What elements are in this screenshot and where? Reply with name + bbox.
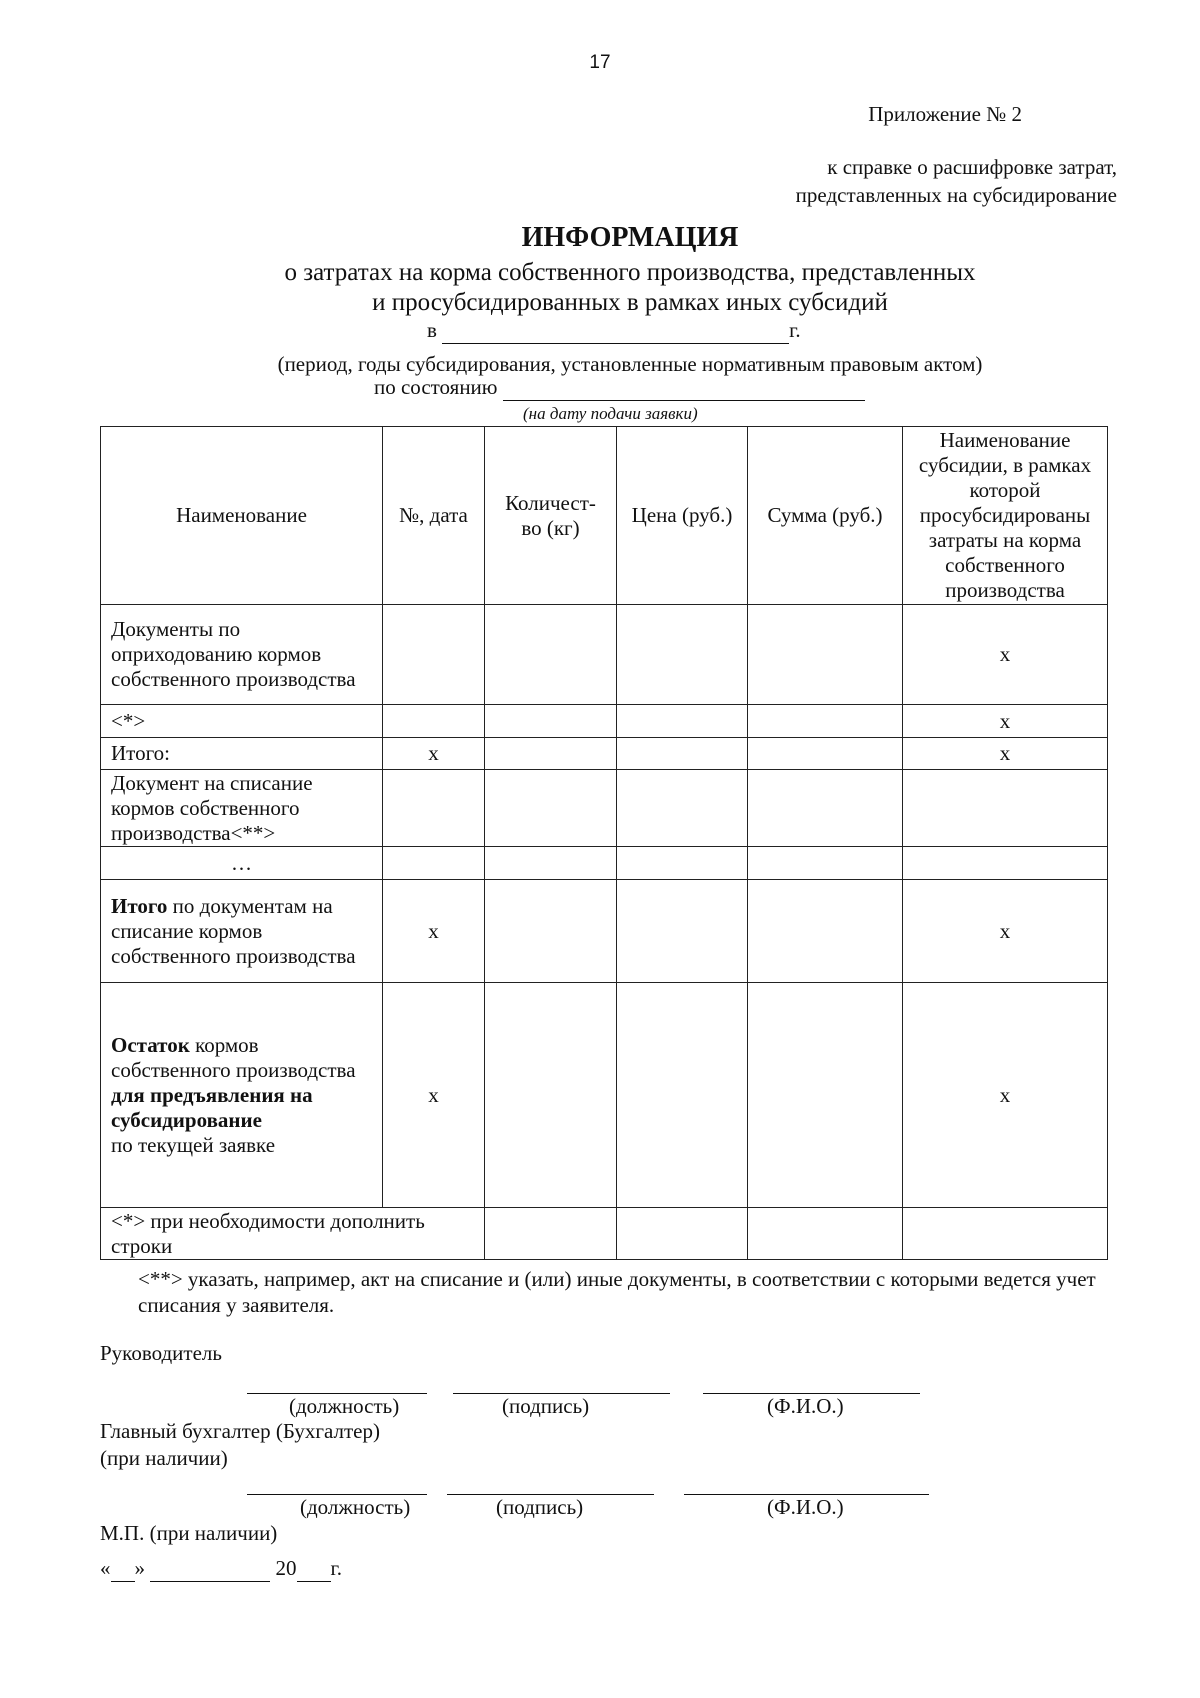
year-suffix: г. <box>330 1556 342 1580</box>
table-cell[interactable] <box>903 770 1108 847</box>
table-cell[interactable] <box>748 770 903 847</box>
stamp-label: М.П. (при наличии) <box>100 1521 278 1545</box>
accountant-position-caption: (должность) <box>300 1495 411 1519</box>
table-row <box>101 705 1108 738</box>
period-blank[interactable] <box>442 318 789 344</box>
accountant-label <box>100 1418 380 1472</box>
mark-cell: х <box>903 983 1108 1208</box>
writeoff-total-bold: Итого <box>111 893 168 918</box>
table-row <box>101 983 1108 1208</box>
header-price: Цена (руб.) <box>617 427 748 605</box>
table-row <box>101 1208 1108 1260</box>
table-cell[interactable] <box>485 880 617 983</box>
table-row <box>101 605 1108 705</box>
state-line <box>374 375 865 401</box>
table-cell[interactable] <box>748 1208 903 1260</box>
month-blank[interactable] <box>150 1556 270 1582</box>
row-writeoff-total <box>101 880 383 983</box>
mark-cell: х <box>903 738 1108 770</box>
row-extra: <*> <box>101 705 383 738</box>
table-cell[interactable] <box>748 605 903 705</box>
remainder-bold-1: Остаток <box>111 1032 190 1057</box>
remainder-text-2: по текущей заявке <box>111 1132 276 1157</box>
date-quote-open: « <box>100 1556 111 1580</box>
table-cell[interactable] <box>383 605 485 705</box>
costs-table <box>100 426 1108 1260</box>
table-cell[interactable] <box>485 1208 617 1260</box>
mark-cell: х <box>383 880 485 983</box>
header-num-date: №, дата <box>383 427 485 605</box>
footnote: <**> указать, например, акт на списание и (или) иные документы, в соответствии с которыми ведется учет списания у заявителя. <box>138 1267 1096 1317</box>
table-row <box>101 738 1108 770</box>
state-label: по состоянию <box>374 375 498 399</box>
row-writeoff-doc: Документ на списание кормов собственного производства<**> <box>101 770 383 847</box>
table-cell[interactable] <box>485 847 617 880</box>
document-subtitle <box>0 258 1200 318</box>
remainder-bold-2: для предъявления на субсидирование <box>111 1082 313 1132</box>
table-cell[interactable] <box>383 847 485 880</box>
writeoff-total-text: по документам на списание кормов собственного производства <box>111 893 356 968</box>
accountant-signature-caption: (подпись) <box>496 1495 584 1519</box>
day-blank[interactable] <box>111 1556 135 1582</box>
header-subsidy: Наименование субсидии, в рамках которой просубсидированы затраты на корма собственного производства <box>903 427 1108 605</box>
head-signature-caption: (подпись) <box>502 1394 590 1418</box>
appendix-line-1: к справке о расшифровке затрат, <box>827 155 1117 179</box>
row-receipt-docs: Документы по оприходованию кормов собственного производства <box>101 605 383 705</box>
mark-cell: х <box>383 738 485 770</box>
period-line <box>427 318 801 344</box>
table-cell[interactable] <box>903 1208 1108 1260</box>
appendix-subtitle <box>796 153 1117 209</box>
table-row <box>101 770 1108 847</box>
table-cell[interactable] <box>748 738 903 770</box>
header-quantity: Количест-во (кг) <box>485 427 617 605</box>
table-cell[interactable] <box>748 880 903 983</box>
row-add-lines: <*> при необходимости дополнить строки <box>101 1208 485 1260</box>
table-cell[interactable] <box>903 847 1108 880</box>
header-name: Наименование <box>101 427 383 605</box>
table-cell[interactable] <box>383 770 485 847</box>
date-quote-close: » <box>134 1556 145 1580</box>
table-cell[interactable] <box>748 983 903 1208</box>
period-caption: (период, годы субсидирования, установленные нормативным правовым актом) <box>277 352 983 376</box>
head-position-caption: (должность) <box>289 1394 400 1418</box>
accountant-fio-caption: (Ф.И.О.) <box>767 1495 844 1519</box>
table-cell[interactable] <box>617 770 748 847</box>
table-cell[interactable] <box>748 705 903 738</box>
mark-cell: х <box>903 705 1108 738</box>
table-header-row <box>101 427 1108 605</box>
table-cell[interactable] <box>485 738 617 770</box>
remainder-text-1: кормов собственного производства <box>111 1032 356 1082</box>
head-fio-caption: (Ф.И.О.) <box>767 1394 844 1418</box>
period-prefix: в <box>427 318 437 342</box>
subtitle-line-1: о затратах на корма собственного производства, представленных <box>284 259 976 286</box>
table-cell[interactable] <box>617 605 748 705</box>
table-cell[interactable] <box>617 847 748 880</box>
table-row <box>101 880 1108 983</box>
page-number: 17 <box>589 52 611 73</box>
document-title: ИНФОРМАЦИЯ <box>521 222 739 253</box>
row-ellipsis: … <box>101 847 383 880</box>
row-total: Итого: <box>101 738 383 770</box>
table-cell[interactable] <box>617 1208 748 1260</box>
accountant-line-2: (при наличии) <box>100 1446 228 1470</box>
mark-cell: х <box>903 880 1108 983</box>
date-line <box>100 1556 342 1582</box>
table-cell[interactable] <box>485 605 617 705</box>
table-cell[interactable] <box>748 847 903 880</box>
state-hint: (на дату подачи заявки) <box>523 404 698 423</box>
year-prefix: 20 <box>275 1556 297 1580</box>
table-cell[interactable] <box>485 705 617 738</box>
state-blank[interactable] <box>503 375 865 401</box>
appendix-line-2: представленных на субсидирование <box>795 183 1117 207</box>
row-remainder <box>101 983 383 1208</box>
head-label: Руководитель <box>100 1341 222 1365</box>
mark-cell: х <box>903 605 1108 705</box>
header-sum: Сумма (руб.) <box>748 427 903 605</box>
appendix-title: Приложение № 2 <box>868 102 1022 126</box>
table-row <box>101 847 1108 880</box>
table-cell[interactable] <box>617 983 748 1208</box>
table-cell[interactable] <box>485 983 617 1208</box>
table-cell[interactable] <box>383 705 485 738</box>
mark-cell: х <box>383 983 485 1208</box>
accountant-line-1: Главный бухгалтер (Бухгалтер) <box>100 1419 380 1443</box>
table-cell[interactable] <box>617 738 748 770</box>
table-cell[interactable] <box>617 705 748 738</box>
table-cell[interactable] <box>617 880 748 983</box>
year-blank[interactable] <box>297 1556 331 1582</box>
table-cell[interactable] <box>485 770 617 847</box>
period-suffix: г. <box>789 318 801 342</box>
subtitle-line-2: и просубсидированных в рамках иных субсидий <box>372 289 888 316</box>
